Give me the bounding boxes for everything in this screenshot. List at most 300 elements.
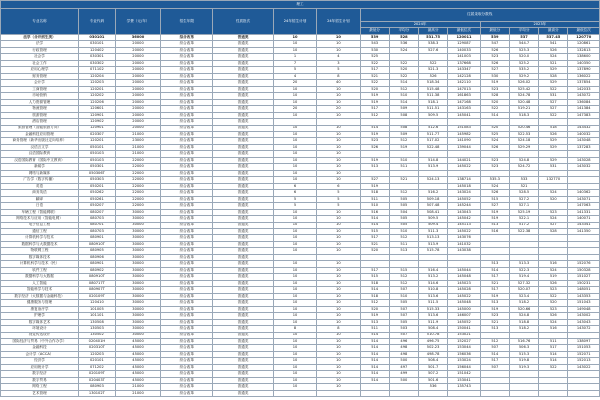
table-cell: 521 bbox=[509, 183, 538, 189]
table-cell: 518.34 bbox=[418, 80, 447, 86]
table-cell: 10 bbox=[273, 351, 316, 357]
table-cell: 10 bbox=[273, 34, 316, 40]
table-cell: 020109T bbox=[78, 371, 115, 377]
table-cell: 普通类 bbox=[213, 34, 274, 40]
table-cell: 21000 bbox=[115, 151, 160, 157]
table-cell: 10 bbox=[317, 177, 360, 183]
table-cell: 522.1 bbox=[509, 216, 538, 222]
table-cell: 143043 bbox=[568, 319, 600, 325]
table-cell: 综合改革 bbox=[161, 390, 213, 396]
table-cell: 524 bbox=[539, 319, 568, 325]
table-cell: 519 bbox=[480, 293, 509, 299]
table-cell: 10 bbox=[273, 164, 316, 170]
table-cell: 120861 bbox=[568, 41, 600, 47]
table-cell: 普通类 bbox=[213, 306, 274, 312]
table-cell: 8 bbox=[317, 326, 360, 332]
table-cell: 综合改革 bbox=[161, 229, 213, 235]
table-cell: 普通类 bbox=[213, 216, 274, 222]
table-cell: 10 bbox=[317, 125, 360, 131]
table-cell: 综合改革 bbox=[161, 319, 213, 325]
table-cell: 145022 bbox=[448, 164, 480, 170]
table-cell: 521 bbox=[539, 60, 568, 66]
major-name-cell: 商务英语 bbox=[1, 190, 79, 196]
table-cell: 20000 bbox=[115, 99, 160, 105]
major-name-cell: 人力资源管理 bbox=[1, 99, 79, 105]
table-cell: 528 bbox=[389, 34, 418, 40]
table-cell: 529 bbox=[539, 157, 568, 163]
table-cell: 517 bbox=[480, 287, 509, 293]
table-cell: 518.3 bbox=[509, 112, 538, 118]
table-cell: 513.3 bbox=[509, 261, 538, 267]
table-cell: 30000 bbox=[115, 209, 160, 215]
table-cell: 综合改革 bbox=[161, 313, 213, 319]
table-cell: 502.23 bbox=[418, 345, 447, 351]
table-cell: 519 bbox=[360, 183, 389, 189]
table-cell: 143024 bbox=[448, 190, 480, 196]
table-cell: 10 bbox=[317, 86, 360, 92]
table-cell: 520 bbox=[389, 67, 418, 73]
table-cell: 普通类 bbox=[213, 345, 274, 351]
table-cell: 151027 bbox=[568, 274, 600, 280]
table-cell: 150231 bbox=[568, 280, 600, 286]
table-cell: 综合改革 bbox=[161, 377, 213, 383]
table-cell: 10 bbox=[317, 112, 360, 118]
table-cell: 普通类 bbox=[213, 131, 274, 137]
table-cell: 519 bbox=[539, 274, 568, 280]
major-name-cell: 数据科学与大数据技术 bbox=[1, 241, 79, 247]
table-cell: 10 bbox=[273, 287, 316, 293]
table-cell: 145244 bbox=[448, 203, 480, 209]
table-cell: 143071 bbox=[568, 196, 600, 202]
table-cell bbox=[480, 390, 509, 396]
table-cell: 514 bbox=[360, 287, 389, 293]
table-cell: 526 bbox=[539, 47, 568, 53]
table-cell: 507 bbox=[389, 306, 418, 312]
table-cell: 524.8 bbox=[509, 313, 538, 319]
table-cell: 普通类 bbox=[213, 209, 274, 215]
table-cell: 518 bbox=[360, 293, 389, 299]
col-major-name: 专业名称 bbox=[1, 9, 79, 35]
col-plan-b: 24年招生计划 bbox=[317, 9, 360, 35]
table-cell: 515 bbox=[389, 267, 418, 273]
table-cell: 30000 bbox=[115, 293, 160, 299]
table-cell: 020401H bbox=[78, 338, 115, 344]
table-cell: 20 bbox=[273, 80, 316, 86]
table-cell: 071202 bbox=[78, 364, 115, 370]
table-cell: 5 bbox=[317, 190, 360, 196]
table-cell: 020109T bbox=[78, 293, 115, 299]
table-cell: 10 bbox=[273, 112, 316, 118]
table-cell: 080906 bbox=[78, 254, 115, 260]
table-cell: 145042 bbox=[448, 216, 480, 222]
major-name-cell: 金融科技 bbox=[1, 345, 79, 351]
table-cell: 143353 bbox=[568, 293, 600, 299]
table-cell: 综合改革 bbox=[161, 209, 213, 215]
table-cell: 120201 bbox=[78, 86, 115, 92]
table-cell: 150328 bbox=[568, 267, 600, 273]
table-cell: 10 bbox=[317, 41, 360, 47]
table-cell: 050303 bbox=[78, 177, 115, 183]
table-cell: 综合改革 bbox=[161, 300, 213, 306]
table-cell: 145041 bbox=[448, 112, 480, 118]
major-name-cell: 护理学 bbox=[1, 313, 79, 319]
table-cell: 529.2 bbox=[509, 73, 538, 79]
table-cell: 10 bbox=[273, 209, 316, 215]
table-cell: 141350 bbox=[568, 229, 600, 235]
table-cell: 综合改革 bbox=[161, 112, 213, 118]
table-cell: 30000 bbox=[115, 313, 160, 319]
major-name-cell: 新闻学 bbox=[1, 164, 79, 170]
table-cell: 22000 bbox=[115, 203, 160, 209]
table-cell: 525.19 bbox=[509, 209, 538, 215]
table-cell: 综合改革 bbox=[161, 241, 213, 247]
table-cell: 综合改革 bbox=[161, 371, 213, 377]
table-cell: 143043 bbox=[448, 209, 480, 215]
table-cell: 6 bbox=[273, 190, 316, 196]
table-cell: 518.2 bbox=[509, 326, 538, 332]
group-header: 往届录取分数线 bbox=[360, 9, 600, 22]
table-cell: 050101 bbox=[78, 144, 115, 150]
table-cell: 517.2 bbox=[509, 222, 538, 228]
table-cell: 151042 bbox=[448, 371, 480, 377]
table-cell: 505 bbox=[389, 300, 418, 306]
table-cell: 535.3 bbox=[480, 177, 509, 183]
table-cell: 10 bbox=[273, 222, 316, 228]
table-cell: 30000 bbox=[115, 332, 160, 338]
table-cell: 综合改革 bbox=[161, 190, 213, 196]
table-cell: 132813 bbox=[568, 47, 600, 53]
table-cell: 524.8 bbox=[509, 157, 538, 163]
table-cell: 522 bbox=[539, 364, 568, 370]
major-name-cell: 汉语言文学 bbox=[1, 144, 79, 150]
table-cell: 普通类 bbox=[213, 177, 274, 183]
table-cell: 510 bbox=[389, 93, 418, 99]
table-cell: 525 bbox=[480, 131, 509, 137]
table-cell: 512 bbox=[389, 280, 418, 286]
table-cell: 3 bbox=[317, 60, 360, 66]
table-cell: 140032 bbox=[568, 131, 600, 137]
table-cell: 30000 bbox=[115, 229, 160, 235]
major-name-cell: 物联网工程 bbox=[1, 248, 79, 254]
table-cell: 普通类 bbox=[213, 332, 274, 338]
table-cell: 520 bbox=[539, 300, 568, 306]
table-cell: 145023 bbox=[448, 280, 480, 286]
table-cell: 505 bbox=[389, 203, 418, 209]
table-cell: 145018 bbox=[448, 183, 480, 189]
table-cell: 普通类 bbox=[213, 229, 274, 235]
table-cell: 515.33 bbox=[418, 306, 447, 312]
major-name-cell: 健康服务与管理 bbox=[1, 300, 79, 306]
table-cell: 152076 bbox=[568, 261, 600, 267]
table-cell: 10 bbox=[273, 384, 316, 390]
sub-avg: 平均分 bbox=[389, 28, 418, 34]
table-cell: 514.6 bbox=[418, 280, 447, 286]
table-cell: 普通类 bbox=[213, 313, 274, 319]
major-name-cell: 旅游管理（智能旅游方向） bbox=[1, 125, 79, 131]
table-cell: 080703 bbox=[78, 216, 115, 222]
table-cell: 519 bbox=[480, 216, 509, 222]
table-cell: 514 bbox=[360, 125, 389, 131]
table-cell: 150041 bbox=[448, 326, 480, 332]
table-cell: 普通类 bbox=[213, 326, 274, 332]
table-cell: 7 bbox=[273, 60, 316, 66]
table-cell: 10 bbox=[273, 306, 316, 312]
table-cell: 524 bbox=[539, 190, 568, 196]
table-cell: 10 bbox=[273, 157, 316, 163]
table-cell: 508.4 bbox=[418, 326, 447, 332]
table-cell: 514 bbox=[360, 216, 389, 222]
table-cell: 普通类 bbox=[213, 144, 274, 150]
table-cell: 523 bbox=[480, 86, 509, 92]
table-cell: 普通类 bbox=[213, 274, 274, 280]
table-cell: 10 bbox=[273, 93, 316, 99]
table-cell: 145022 bbox=[448, 229, 480, 235]
table-cell: 45000 bbox=[115, 364, 160, 370]
table-cell: 514 bbox=[480, 351, 509, 357]
major-name-cell: 酒店管理 bbox=[1, 119, 79, 125]
major-name-cell: 康复治疗学 bbox=[1, 306, 79, 312]
table-cell: 普通类 bbox=[213, 235, 274, 241]
table-cell: 030101 bbox=[78, 41, 115, 47]
table-cell: 509.4 bbox=[418, 222, 447, 228]
table-cell: 497 bbox=[389, 364, 418, 370]
table-cell: 143163 bbox=[448, 106, 480, 112]
table-cell: 普通类 bbox=[213, 358, 274, 364]
table-cell: 539 bbox=[480, 34, 509, 40]
table-cell: 501.6 bbox=[418, 377, 447, 383]
table-cell: 101101 bbox=[78, 313, 115, 319]
table-cell: 537.45 bbox=[539, 34, 568, 40]
table-cell: 130502 bbox=[78, 332, 115, 338]
table-cell: 516 bbox=[480, 229, 509, 235]
major-name-cell: 广告学（数字传播） bbox=[1, 177, 79, 183]
table-cell: 518.1 bbox=[418, 99, 447, 105]
table-cell: 20000 bbox=[115, 47, 160, 53]
table-cell: 10 bbox=[317, 93, 360, 99]
table-cell: 507 bbox=[389, 287, 418, 293]
table-cell: 综合改革 bbox=[161, 106, 213, 112]
table-cell: 22000 bbox=[115, 177, 160, 183]
table-cell: 513.9 bbox=[418, 241, 447, 247]
table-cell: 522 bbox=[539, 293, 568, 299]
table-cell: 120402 bbox=[78, 47, 115, 53]
table-cell: 020307 bbox=[78, 131, 115, 137]
table-cell: 143028 bbox=[568, 157, 600, 163]
table-cell: 080901 bbox=[78, 235, 115, 241]
table-cell: 10 bbox=[317, 377, 360, 383]
table-cell: 综合改革 bbox=[161, 131, 213, 137]
table-cell: 4 bbox=[317, 54, 360, 60]
major-name-cell: 社会工作 bbox=[1, 60, 79, 66]
major-name-cell: 英语 bbox=[1, 183, 79, 189]
table-cell: 30000 bbox=[115, 261, 160, 267]
table-cell: 511.3 bbox=[418, 229, 447, 235]
table-cell: 513 bbox=[360, 164, 389, 170]
table-cell: 136084 bbox=[568, 99, 600, 105]
table-cell: 120410 bbox=[78, 300, 115, 306]
table-cell: 536 bbox=[389, 41, 418, 47]
table-cell: 513.6 bbox=[418, 293, 447, 299]
table-cell: 527 bbox=[480, 203, 509, 209]
table-cell: 522 bbox=[389, 60, 418, 66]
table-cell: 520.48 bbox=[509, 99, 538, 105]
table-cell: 10 bbox=[273, 261, 316, 267]
table-cell: 30000 bbox=[115, 306, 160, 312]
table-cell: 10 bbox=[273, 248, 316, 254]
table-cell: 30000 bbox=[115, 274, 160, 280]
table-cell: 22000 bbox=[115, 170, 160, 176]
table-cell: 516.76 bbox=[509, 338, 538, 344]
table-cell: 综合改革 bbox=[161, 203, 213, 209]
table-cell: 498 bbox=[389, 345, 418, 351]
table-cell: 509 bbox=[389, 131, 418, 137]
table-cell: 综合改革 bbox=[161, 144, 213, 150]
table-cell bbox=[273, 390, 316, 396]
major-name-cell: 电子信息工程 bbox=[1, 222, 79, 228]
table-cell: 40 bbox=[317, 80, 360, 86]
table-cell: 101005 bbox=[78, 306, 115, 312]
table-cell: 505 bbox=[389, 222, 418, 228]
table-cell: 综合改革 bbox=[161, 216, 213, 222]
table-cell: 10 bbox=[273, 274, 316, 280]
table-cell: 20000 bbox=[115, 41, 160, 47]
table-cell: 527.32 bbox=[509, 280, 538, 286]
table-cell: 514 bbox=[360, 364, 389, 370]
table-cell: 10 bbox=[273, 177, 316, 183]
table-cell: 综合改革 bbox=[161, 345, 213, 351]
table-cell: 145028 bbox=[448, 287, 480, 293]
table-cell: 20000 bbox=[115, 119, 160, 125]
table-cell: 080910T bbox=[78, 241, 115, 247]
table-cell: 120206 bbox=[78, 99, 115, 105]
table-cell: 120201 bbox=[78, 138, 115, 144]
table-cell: 10 bbox=[317, 306, 360, 312]
table-cell: 10 bbox=[273, 338, 316, 344]
table-cell: 30000 bbox=[115, 241, 160, 247]
table-cell: 507 bbox=[480, 345, 509, 351]
table-cell: 30000 bbox=[115, 300, 160, 306]
table-cell: 10 bbox=[317, 313, 360, 319]
table-cell: 020403T bbox=[78, 377, 115, 383]
table-cell: 10 bbox=[317, 229, 360, 235]
table-cell: 152013 bbox=[568, 358, 600, 364]
table-cell: 020310T bbox=[78, 345, 115, 351]
table-cell: 综合改革 bbox=[161, 267, 213, 273]
table-cell: 527 bbox=[539, 106, 568, 112]
table-cell: 10 bbox=[273, 371, 316, 377]
table-cell: 10 bbox=[317, 138, 360, 144]
table-cell: 综合改革 bbox=[161, 183, 213, 189]
table-cell: 050262 bbox=[78, 190, 115, 196]
table-cell: 504 bbox=[389, 209, 418, 215]
table-cell: 509 bbox=[389, 106, 418, 112]
table-cell: 21000 bbox=[115, 384, 160, 390]
table-cell: 547 bbox=[480, 41, 509, 47]
table-cell: 10 bbox=[273, 364, 316, 370]
table-cell: 524 bbox=[539, 267, 568, 273]
table-cell: 普通类 bbox=[213, 261, 274, 267]
table-cell: 531 bbox=[539, 164, 568, 170]
table-cell: 综合改革 bbox=[161, 93, 213, 99]
table-cell: 综合改革 bbox=[161, 280, 213, 286]
major-name-cell: 汉语国际教育（国际中文教育） bbox=[1, 157, 79, 163]
table-cell: 综合改革 bbox=[161, 332, 213, 338]
table-cell: 514 bbox=[480, 267, 509, 273]
table-cell: 020101 bbox=[78, 358, 115, 364]
table-cell: 普通类 bbox=[213, 112, 274, 118]
table-cell bbox=[389, 390, 418, 396]
table-cell: 130102T bbox=[78, 390, 115, 396]
table-cell: 496 bbox=[389, 338, 418, 344]
table-cell: 综合改革 bbox=[161, 338, 213, 344]
table-cell: 508.4 bbox=[418, 358, 447, 364]
major-name-cell: 应用统计学 bbox=[1, 364, 79, 370]
table-cell: 普通类 bbox=[213, 170, 274, 176]
table-cell: 综合改革 bbox=[161, 222, 213, 228]
table-cell: 527.1 bbox=[509, 203, 538, 209]
table-cell: 526 bbox=[360, 144, 389, 150]
table-cell: 普通类 bbox=[213, 157, 274, 163]
table-cell: 45000 bbox=[115, 358, 160, 364]
table-cell: 10 bbox=[317, 371, 360, 377]
table-cell: 普通类 bbox=[213, 248, 274, 254]
table-cell: 20000 bbox=[115, 80, 160, 86]
table-cell: 137283 bbox=[568, 144, 600, 150]
major-name-cell: 数字媒体艺术 bbox=[1, 319, 79, 325]
table-cell: 139044 bbox=[448, 144, 480, 150]
table-cell: 145982 bbox=[448, 131, 480, 137]
sub-rank: 最低位次 bbox=[448, 28, 480, 34]
table-cell: 综合改革 bbox=[161, 41, 213, 47]
table-cell: 500 bbox=[389, 377, 418, 383]
table-cell: 516 bbox=[539, 261, 568, 267]
table-cell: 普通类 bbox=[213, 222, 274, 228]
table-cell: 130503 bbox=[78, 326, 115, 332]
table-cell: 10 bbox=[273, 216, 316, 222]
table-cell: 45000 bbox=[115, 345, 160, 351]
table-cell: 151053 bbox=[568, 345, 600, 351]
table-cell: 508 bbox=[389, 125, 418, 131]
table-cell: 综合改革 bbox=[161, 67, 213, 73]
table-cell: 普通类 bbox=[213, 80, 274, 86]
table-cell: 525.3 bbox=[509, 47, 538, 53]
table-cell: 146007 bbox=[448, 313, 480, 319]
table-cell: 518.2 bbox=[509, 300, 538, 306]
table-cell: 523 bbox=[539, 306, 568, 312]
table-cell: 普通类 bbox=[213, 287, 274, 293]
table-cell: 517 bbox=[360, 235, 389, 241]
table-cell: 10 bbox=[273, 41, 316, 47]
table-cell: 10 bbox=[317, 319, 360, 325]
table-cell: 507.2 bbox=[418, 371, 447, 377]
sub-rank: 最低位次 bbox=[568, 28, 600, 34]
table-cell: 541 bbox=[539, 41, 568, 47]
table-cell: 517.02 bbox=[418, 138, 447, 144]
table-cell bbox=[360, 390, 389, 396]
table-cell: 030301 bbox=[78, 54, 115, 60]
table-cell: 513.13 bbox=[418, 235, 447, 241]
table-cell: 509.5 bbox=[418, 112, 447, 118]
major-name-cell: 法学（合并招生类） bbox=[1, 34, 79, 40]
table-cell: 513 bbox=[480, 326, 509, 332]
table-cell: 520.0 bbox=[509, 54, 538, 60]
table-cell: 10 bbox=[273, 358, 316, 364]
table-cell: 512 bbox=[360, 300, 389, 306]
table-cell: 152071 bbox=[568, 351, 600, 357]
major-name-cell: 商务管理（新华出版社定向培养） bbox=[1, 138, 79, 144]
table-cell: 23000 bbox=[115, 138, 160, 144]
table-cell: 141032 bbox=[448, 241, 480, 247]
